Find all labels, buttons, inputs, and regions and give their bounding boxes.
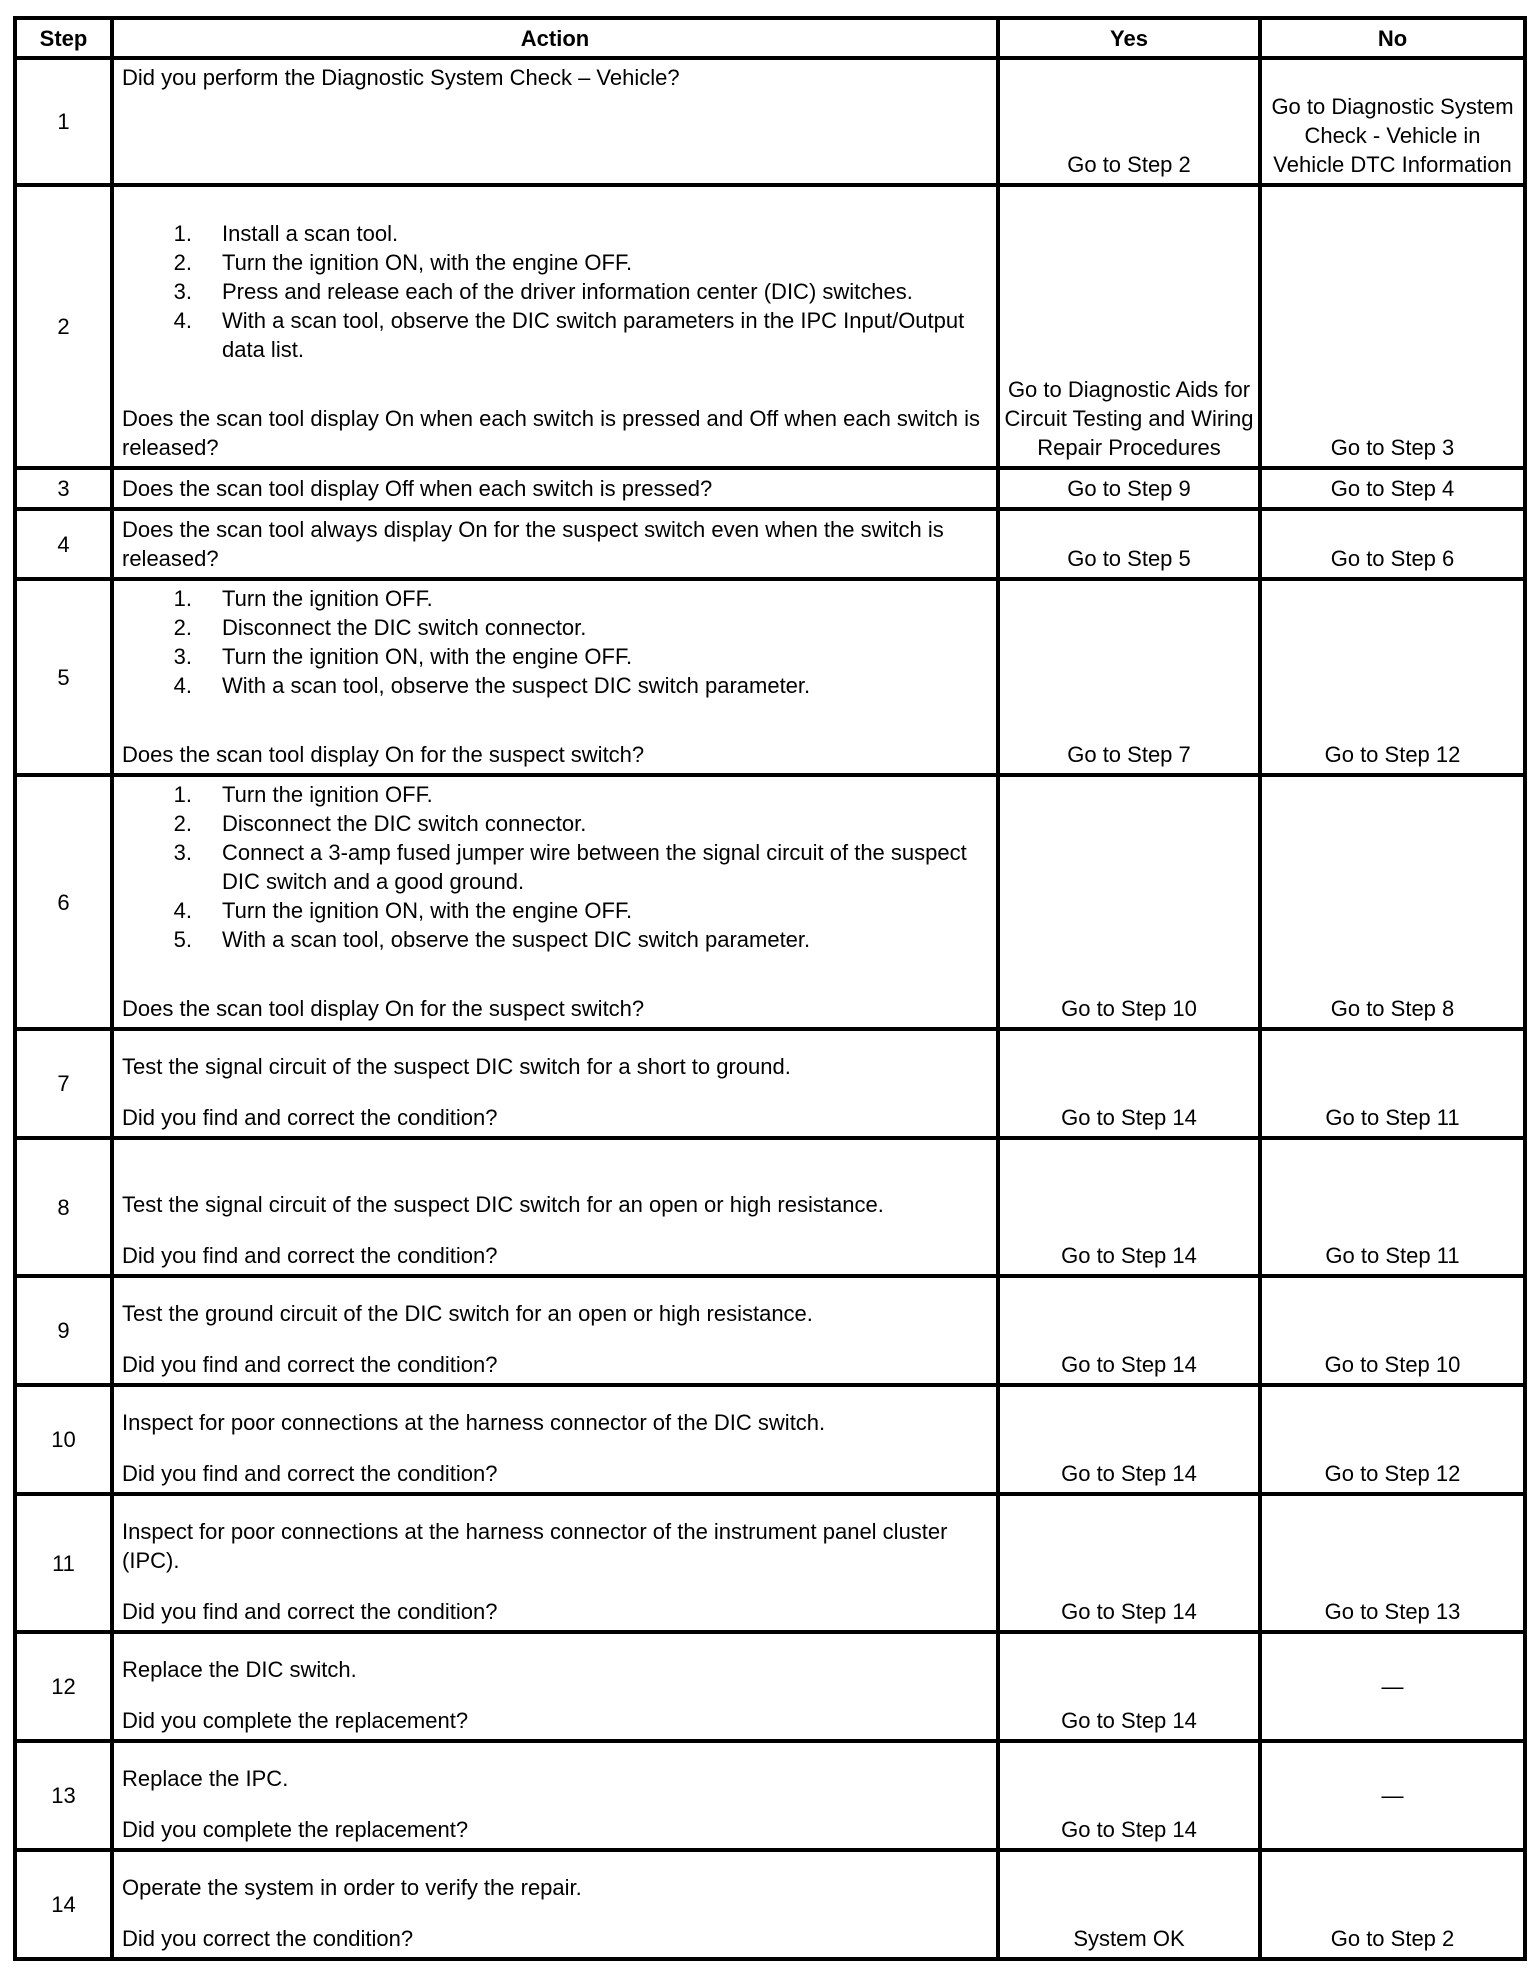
list-item (122, 613, 988, 642)
no-cell: — (1260, 1741, 1525, 1850)
no-cell: Go to Diagnostic System Check - Vehicle in Vehicle DTC Information (1260, 58, 1525, 185)
question-text: Did you correct the condition? (122, 1926, 414, 1951)
step-number: 5 (15, 579, 112, 775)
yes-cell: Go to Step 14 (998, 1276, 1260, 1385)
yes-cell: Go to Step 5 (998, 509, 1260, 579)
table-row (15, 58, 1525, 185)
list-item (122, 219, 988, 248)
item-number: 4. (173, 308, 192, 333)
no-cell: Go to Step 10 (1260, 1276, 1525, 1385)
question-text: Did you perform the Diagnostic System Check – Vehicle? (122, 65, 680, 90)
action-cell (112, 509, 998, 579)
list-item (122, 584, 988, 613)
instruction-text: Test the signal circuit of the suspect DIC switch for an open or high resistance. (122, 1192, 884, 1217)
procedure-list (122, 780, 988, 954)
item-number: 2. (173, 811, 192, 836)
item-text: Connect a 3-amp fused jumper wire between the signal circuit of the suspect DIC switch and a good ground. (222, 840, 967, 894)
question-text: Does the scan tool display On for the suspect switch? (122, 742, 645, 767)
question-text: Did you find and correct the condition? (122, 1599, 498, 1624)
instruction-text: Test the signal circuit of the suspect DIC switch for a short to ground. (122, 1054, 791, 1079)
item-text: Turn the ignition ON, with the engine OFF. (222, 250, 633, 275)
table-row (15, 775, 1525, 1029)
list-item (122, 896, 988, 925)
instruction-text: Inspect for poor connections at the harness connector of the DIC switch. (122, 1410, 826, 1435)
list-item (122, 248, 988, 277)
action-cell (112, 1494, 998, 1632)
table-row (15, 468, 1525, 509)
item-number: 1. (173, 782, 192, 807)
question-text: Does the scan tool always display On for the suspect switch even when the switch is released? (122, 517, 944, 571)
table-row (15, 1385, 1525, 1494)
item-text: Turn the ignition OFF. (222, 782, 433, 807)
table-row (15, 1494, 1525, 1632)
instruction-text: Inspect for poor connections at the harness connector of the instrument panel cluster (IPC). (122, 1519, 948, 1573)
no-cell: Go to Step 4 (1260, 468, 1525, 509)
instruction-text: Replace the DIC switch. (122, 1657, 357, 1682)
table-row (15, 1276, 1525, 1385)
step-number: 2 (15, 185, 112, 468)
table-row (15, 579, 1525, 775)
yes-cell: Go to Step 14 (998, 1632, 1260, 1741)
list-item (122, 671, 988, 700)
table-row (15, 185, 1525, 468)
item-number: 1. (173, 221, 192, 246)
question-text: Did you find and correct the condition? (122, 1352, 498, 1377)
item-number: 3. (173, 279, 192, 304)
step-number: 12 (15, 1632, 112, 1741)
instruction-text: Operate the system in order to verify the repair. (122, 1875, 582, 1900)
item-number: 3. (173, 840, 192, 865)
item-text: With a scan tool, observe the suspect DIC switch parameter. (222, 927, 811, 952)
table-row (15, 1138, 1525, 1276)
action-cell (112, 1850, 998, 1959)
yes-cell: Go to Step 14 (998, 1385, 1260, 1494)
diagnostic-table-page (13, 16, 1523, 1961)
yes-cell: Go to Step 10 (998, 775, 1260, 1029)
yes-cell: Go to Step 2 (998, 58, 1260, 185)
action-cell (112, 579, 998, 775)
header-step: Step (15, 18, 112, 58)
item-text: Turn the ignition ON, with the engine OFF. (222, 644, 633, 669)
yes-cell: Go to Step 14 (998, 1494, 1260, 1632)
list-item (122, 925, 988, 954)
action-cell (112, 58, 998, 185)
step-number: 1 (15, 58, 112, 185)
no-cell: — (1260, 1632, 1525, 1741)
question-text: Did you find and correct the condition? (122, 1461, 498, 1486)
header-action: Action (112, 18, 998, 58)
action-cell (112, 775, 998, 1029)
yes-cell: Go to Diagnostic Aids for Circuit Testing and Wiring Repair Procedures (998, 185, 1260, 468)
item-text: Turn the ignition ON, with the engine OFF. (222, 898, 633, 923)
item-text: With a scan tool, observe the suspect DIC switch parameter. (222, 673, 811, 698)
list-item (122, 642, 988, 671)
item-text: Turn the ignition OFF. (222, 586, 433, 611)
action-cell (112, 1276, 998, 1385)
action-cell (112, 1741, 998, 1850)
table-row (15, 1632, 1525, 1741)
instruction-text: Test the ground circuit of the DIC switch for an open or high resistance. (122, 1301, 813, 1326)
header-no: No (1260, 18, 1525, 58)
item-number: 4. (173, 673, 192, 698)
item-number: 1. (173, 586, 192, 611)
item-number: 2. (173, 615, 192, 640)
question-text: Did you find and correct the condition? (122, 1105, 498, 1130)
yes-cell: Go to Step 14 (998, 1029, 1260, 1138)
step-number: 13 (15, 1741, 112, 1850)
question-text: Did you complete the replacement? (122, 1817, 469, 1842)
list-item (122, 780, 988, 809)
table-row (15, 1029, 1525, 1138)
diagnostic-table (13, 16, 1527, 1961)
no-cell: Go to Step 12 (1260, 579, 1525, 775)
item-text: With a scan tool, observe the DIC switch parameters in the IPC Input/Output data list. (222, 308, 965, 362)
yes-cell: Go to Step 14 (998, 1138, 1260, 1276)
action-cell (112, 468, 998, 509)
instruction-text: Replace the IPC. (122, 1766, 289, 1791)
yes-cell: Go to Step 14 (998, 1741, 1260, 1850)
question-text: Did you complete the replacement? (122, 1708, 469, 1733)
action-cell (112, 1029, 998, 1138)
header-row (15, 18, 1525, 58)
no-cell: Go to Step 13 (1260, 1494, 1525, 1632)
item-text: Install a scan tool. (222, 221, 399, 246)
list-item (122, 306, 988, 364)
question-text: Does the scan tool display On for the suspect switch? (122, 996, 645, 1021)
step-number: 14 (15, 1850, 112, 1959)
no-cell: Go to Step 3 (1260, 185, 1525, 468)
item-text: Disconnect the DIC switch connector. (222, 811, 587, 836)
step-number: 10 (15, 1385, 112, 1494)
procedure-list (122, 219, 988, 364)
item-text: Press and release each of the driver information center (DIC) switches. (222, 279, 913, 304)
no-cell: Go to Step 2 (1260, 1850, 1525, 1959)
item-number: 2. (173, 250, 192, 275)
action-cell (112, 185, 998, 468)
step-number: 8 (15, 1138, 112, 1276)
list-item (122, 838, 988, 896)
table-row (15, 509, 1525, 579)
action-cell (112, 1632, 998, 1741)
item-text: Disconnect the DIC switch connector. (222, 615, 587, 640)
list-item (122, 809, 988, 838)
action-cell (112, 1138, 998, 1276)
step-number: 6 (15, 775, 112, 1029)
question-text: Does the scan tool display Off when each switch is pressed? (122, 476, 713, 501)
action-cell (112, 1385, 998, 1494)
no-cell: Go to Step 12 (1260, 1385, 1525, 1494)
step-number: 11 (15, 1494, 112, 1632)
item-number: 4. (173, 898, 192, 923)
header-yes: Yes (998, 18, 1260, 58)
no-cell: Go to Step 8 (1260, 775, 1525, 1029)
no-cell: Go to Step 6 (1260, 509, 1525, 579)
step-number: 9 (15, 1276, 112, 1385)
no-cell: Go to Step 11 (1260, 1029, 1525, 1138)
step-number: 3 (15, 468, 112, 509)
yes-cell: Go to Step 9 (998, 468, 1260, 509)
question-text: Does the scan tool display On when each switch is pressed and Off when each switch is released? (122, 406, 981, 460)
no-cell: Go to Step 11 (1260, 1138, 1525, 1276)
step-number: 7 (15, 1029, 112, 1138)
item-number: 5. (173, 927, 192, 952)
list-item (122, 277, 988, 306)
table-row (15, 1741, 1525, 1850)
step-number: 4 (15, 509, 112, 579)
question-text: Did you find and correct the condition? (122, 1243, 498, 1268)
yes-cell: System OK (998, 1850, 1260, 1959)
procedure-list (122, 584, 988, 700)
item-number: 3. (173, 644, 192, 669)
yes-cell: Go to Step 7 (998, 579, 1260, 775)
table-row (15, 1850, 1525, 1959)
